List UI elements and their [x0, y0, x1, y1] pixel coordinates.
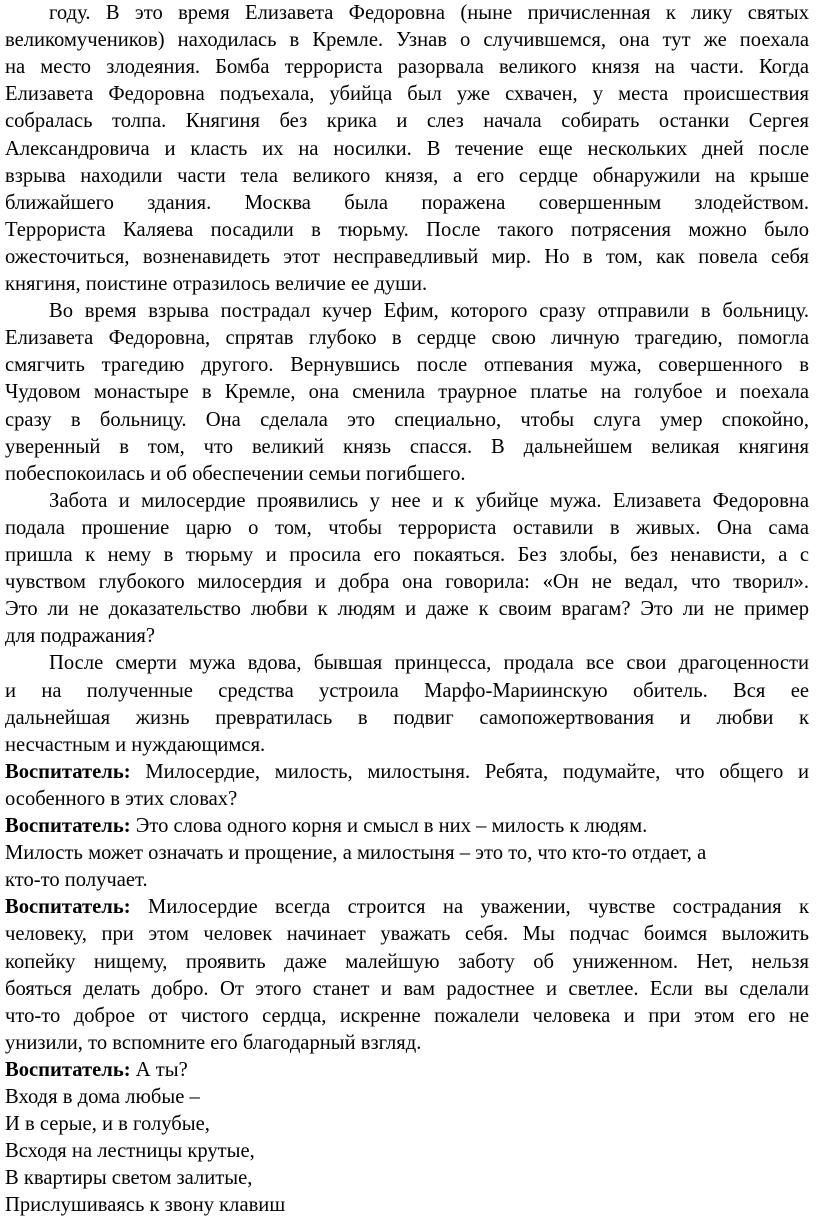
speaker-line	[5, 1057, 809, 1084]
text-line	[5, 1138, 809, 1165]
text-line	[5, 921, 809, 948]
text-line	[5, 325, 809, 352]
line-text: кто-то получает.	[5, 869, 148, 892]
text-line	[5, 1003, 809, 1030]
text-line	[5, 623, 809, 650]
line-text: дальнейшая жизнь превратилась в подвиг самопожертвования и любви к	[5, 706, 809, 729]
text-line	[5, 434, 809, 461]
speaker-line	[5, 813, 809, 840]
line-text: И в серые, и в голубые,	[5, 1113, 210, 1136]
line-text: пришла к нему в тюрьму и просила его покаяться. Без злобы, без ненависти, а с	[5, 544, 809, 566]
line-text: на место злодеяния. Бомба террориста разорвала великого князя на части. Когда	[5, 56, 809, 79]
line-text: Забота и милосердие проявились у нее и к убийце мужа. Елизавета Федоровна	[49, 489, 809, 512]
line-text: чувством глубокого милосердия и добра она говорила: «Он не ведал, что творил».	[5, 571, 809, 594]
text-line	[5, 244, 809, 271]
line-text: собралась толпа. Княгиня без крика и слез начала собирать останки Сергея	[5, 110, 809, 133]
line-text: Это слова одного корня и смысл в них – милость к людям.	[130, 815, 648, 837]
line-text: Прислушиваясь к звону клавиш	[5, 1194, 286, 1217]
text-line	[5, 407, 809, 434]
text-line	[5, 596, 809, 623]
line-text: побеспокоилась и об обеспечении семьи погибшего.	[5, 462, 466, 485]
text-line	[5, 515, 809, 542]
text-line	[5, 54, 809, 81]
text-line	[5, 108, 809, 135]
line-text: взрыва находили части тела великого князя, а его сердце обнаружили на крыше	[5, 164, 809, 187]
text-line	[5, 867, 809, 894]
line-text: Это ли не доказательство любви к людям и даже к своим врагам? Это ли не пример	[5, 598, 809, 621]
speaker-line	[5, 759, 809, 786]
line-text: А ты?	[130, 1058, 188, 1081]
line-text: и на полученные средства устроила Марфо-Мариинскую обитель. Вся ее	[5, 679, 809, 702]
line-text: уверенный в том, что великий князь спасся. В дальнейшем великая княгиня	[5, 435, 809, 458]
line-text: особенного в этих словах?	[5, 787, 238, 810]
text-line	[5, 1030, 809, 1057]
text-line	[5, 678, 809, 705]
line-text: бояться делать добро. От этого станет и вам радостнее и светлее. Если вы сделали	[5, 977, 809, 1000]
line-text: смягчить трагедию другого. Вернувшись после отпевания мужа, совершенного в	[5, 354, 809, 377]
line-text: для подражания?	[5, 625, 156, 648]
text-line	[5, 81, 809, 108]
speaker-label: Воспитатель:	[5, 815, 131, 837]
line-text: великомучеников) находилась в Кремле. Узнав о случившемся, она тут же поехала	[5, 29, 809, 52]
line-text: Террориста Каляева посадили в тюрьму. После такого потрясения можно было	[5, 218, 809, 241]
line-text: подала прошение царю о том, чтобы террориста оставили в живых. Она сама	[5, 516, 809, 539]
text-line	[5, 650, 809, 677]
text-line	[5, 569, 809, 596]
line-text: После смерти мужа вдова, бывшая принцесса, продала все свои драгоценности	[49, 652, 809, 675]
line-text: Всходя на лестницы крутые,	[5, 1140, 255, 1163]
line-text: Елизавета Федоровна подъехала, убийца был уже схвачен, у места происшествия	[5, 83, 809, 106]
line-text: Чудовом монастыре в Кремле, она сменила траурное платье на голубое и поехала	[5, 381, 809, 404]
text-line	[5, 488, 809, 515]
speaker-label: Воспитатель:	[5, 896, 131, 919]
text-line	[5, 1192, 809, 1219]
line-text: сразу в больницу. Она сделала это специально, чтобы слуга умер спокойно,	[5, 408, 809, 431]
line-text: ближайшего здания. Москва была поражена совершенным злодейством.	[5, 191, 809, 214]
line-text: копейку нищему, проявить даже малейшую заботу об униженном. Нет, нельзя	[5, 950, 809, 973]
text-line	[5, 379, 809, 406]
line-text: Милосердие всегда строится на уважении, чувстве сострадания к	[130, 896, 809, 919]
text-line	[5, 840, 809, 867]
speaker-label: Воспитатель:	[5, 1058, 131, 1081]
text-line	[5, 190, 809, 217]
line-text: княгиня, поистине отразилось величие ее души.	[5, 273, 428, 295]
line-text: Милость может означать и прощение, а милостыня – это то, что кто-то отдает, а	[5, 842, 707, 865]
line-text: Во время взрыва пострадал кучер Ефим, которого сразу отправили в больницу.	[49, 300, 809, 323]
text-line	[5, 786, 809, 813]
text-line	[5, 217, 809, 244]
line-text: В квартиры светом залитые,	[5, 1167, 253, 1190]
line-text: Милосердие, милость, милостыня. Ребята, подумайте, что общего и	[130, 760, 809, 783]
text-line	[5, 949, 809, 976]
text-line	[5, 1084, 809, 1111]
line-text: Входя в дома любые –	[5, 1086, 200, 1108]
text-line	[5, 271, 809, 298]
text-line	[5, 352, 809, 379]
line-text: Александровича и класть их на носилки. В течение еще нескольких дней после	[5, 137, 809, 160]
line-text: что-то доброе от чистого сердца, искренне пожалели человека и при этом его не	[5, 1004, 809, 1027]
text-line	[5, 976, 809, 1003]
text-line	[5, 705, 809, 732]
text-line	[5, 0, 809, 27]
line-text: человеку, при этом человек начинает уважать себя. Мы подчас боимся выложить	[5, 923, 809, 946]
text-line	[5, 1165, 809, 1192]
text-line	[5, 542, 809, 569]
line-text: ожесточиться, возненавидеть этот несправедливый мир. Но в том, как повела себя	[5, 245, 809, 268]
line-text: году. В это время Елизавета Федоровна (ныне причисленная к лику святых	[49, 2, 809, 24]
text-line	[5, 298, 809, 325]
line-text: Елизавета Федоровна, спрятав глубоко в сердце свою личную трагедию, помогла	[5, 327, 809, 350]
text-line	[5, 163, 809, 190]
line-text: унизили, то вспомните его благодарный взгляд.	[5, 1031, 422, 1054]
text-line	[5, 732, 809, 759]
text-line	[5, 1111, 809, 1138]
text-line	[5, 27, 809, 54]
speaker-line	[5, 894, 809, 921]
line-text: несчастным и нуждающимся.	[5, 733, 266, 756]
text-line	[5, 461, 809, 488]
speaker-label: Воспитатель:	[5, 760, 131, 783]
text-line	[5, 136, 809, 163]
